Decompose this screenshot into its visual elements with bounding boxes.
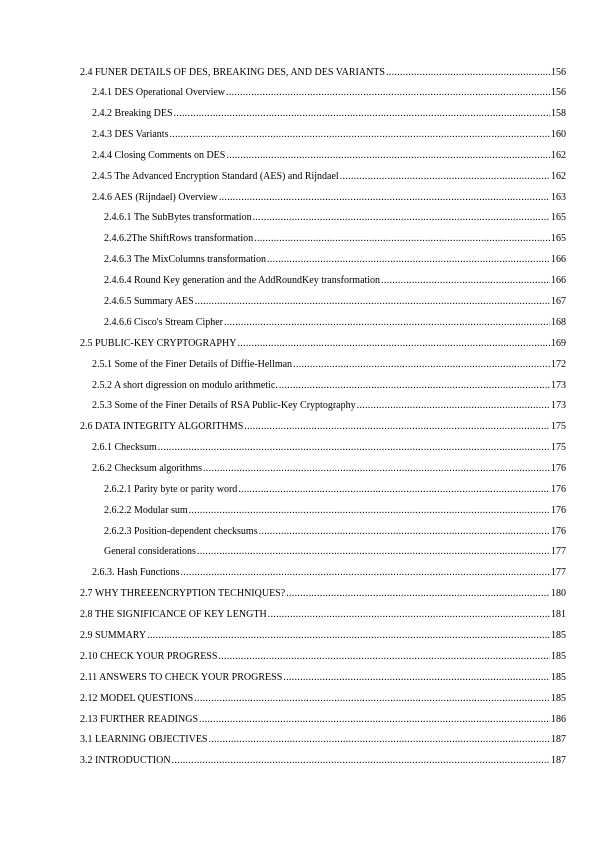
dot-leader bbox=[283, 671, 550, 685]
toc-entry[interactable] bbox=[0, 713, 595, 727]
toc-entry-page: 156 bbox=[551, 67, 566, 78]
toc-entry[interactable] bbox=[0, 128, 595, 142]
toc-entry-title: 2.4.6.3 The MixColumns transformation bbox=[104, 254, 267, 265]
toc-entry[interactable] bbox=[0, 232, 595, 246]
toc-entry-page: 166 bbox=[551, 254, 566, 265]
toc-entry-page: 168 bbox=[551, 317, 566, 328]
dot-leader bbox=[224, 316, 550, 330]
toc-entry[interactable] bbox=[0, 608, 595, 622]
toc-entry-page: 156 bbox=[551, 87, 566, 98]
dot-leader bbox=[238, 483, 550, 497]
dot-leader bbox=[197, 545, 550, 559]
dot-leader bbox=[174, 107, 550, 121]
toc-entry[interactable] bbox=[0, 253, 595, 267]
toc-entry-page: 175 bbox=[551, 421, 566, 432]
dot-leader bbox=[386, 66, 550, 80]
toc-entry[interactable] bbox=[0, 566, 595, 580]
toc-entry-page: 176 bbox=[551, 463, 566, 474]
toc-entry[interactable] bbox=[0, 66, 595, 80]
toc-entry-page: 158 bbox=[551, 108, 566, 119]
toc-entry[interactable] bbox=[0, 107, 595, 121]
toc-entry-page: 181 bbox=[551, 609, 566, 620]
toc-entry[interactable] bbox=[0, 274, 595, 288]
toc-entry-title: 2.4.6.4 Round Key generation and the AddRoundKey transformation bbox=[104, 275, 381, 286]
toc-entry[interactable] bbox=[0, 337, 595, 351]
toc-entry-page: 172 bbox=[551, 359, 566, 370]
toc-entry[interactable] bbox=[0, 295, 595, 309]
toc-entry-title: 2.4.6 AES (Rijndael) Overview bbox=[92, 192, 218, 203]
toc-entry-page: 160 bbox=[551, 129, 566, 140]
toc-entry[interactable] bbox=[0, 462, 595, 476]
toc-entry-page: 162 bbox=[551, 171, 566, 182]
toc-entry[interactable] bbox=[0, 358, 595, 372]
toc-entry-title: 2.12 MODEL QUESTIONS bbox=[80, 693, 194, 704]
dot-leader bbox=[286, 587, 550, 601]
toc-entry[interactable] bbox=[0, 545, 595, 559]
toc-entry-page: 165 bbox=[551, 212, 566, 223]
toc-entry-title: 2.5.3 Some of the Finer Details of RSA Public-Key Cryptography bbox=[92, 400, 356, 411]
dot-leader bbox=[237, 337, 550, 351]
toc-entry[interactable] bbox=[0, 587, 595, 601]
toc-entry[interactable] bbox=[0, 191, 595, 205]
dot-leader bbox=[158, 441, 550, 455]
dot-leader bbox=[169, 128, 550, 142]
toc-entry-title: 2.10 CHECK YOUR PROGRESS bbox=[80, 651, 218, 662]
toc-entry[interactable] bbox=[0, 441, 595, 455]
toc-entry-page: 173 bbox=[551, 400, 566, 411]
toc-entry-page: 185 bbox=[551, 672, 566, 683]
dot-leader bbox=[181, 566, 551, 580]
toc-entry[interactable] bbox=[0, 754, 595, 768]
toc-entry[interactable] bbox=[0, 86, 595, 100]
toc-entry-page: 185 bbox=[551, 651, 566, 662]
toc-entry-page: 176 bbox=[551, 526, 566, 537]
toc-entry-title: 2.11 ANSWERS TO CHECK YOUR PROGRESS bbox=[80, 672, 283, 683]
toc-entry-title: 2.8 THE SIGNIFICANCE OF KEY LENGTH bbox=[80, 609, 267, 620]
toc-entry-title: 2.6.2 Checksum algorithms bbox=[92, 463, 202, 474]
toc-entry-page: 180 bbox=[551, 588, 566, 599]
toc-entry-title: 2.13 FURTHER READINGS bbox=[80, 714, 199, 725]
dot-leader bbox=[226, 149, 550, 163]
toc-entry-title: 2.4.6.1 The SubBytes transformation bbox=[104, 212, 252, 223]
toc-entry[interactable] bbox=[0, 379, 595, 393]
toc-entry-page: 185 bbox=[551, 693, 566, 704]
toc-entry-page: 185 bbox=[551, 630, 566, 641]
dot-leader bbox=[279, 379, 550, 393]
toc-entry-page: 175 bbox=[551, 442, 566, 453]
toc-entry-title: 2.7 WHY THREEENCRYPTION TECHNIQUES? bbox=[80, 588, 286, 599]
toc-entry[interactable] bbox=[0, 692, 595, 706]
dot-leader bbox=[209, 733, 551, 747]
dot-leader bbox=[226, 86, 550, 100]
toc-entry[interactable] bbox=[0, 149, 595, 163]
dot-leader bbox=[268, 608, 550, 622]
dot-leader bbox=[147, 629, 550, 643]
toc-entry-title: 2.6.2.2 Modular sum bbox=[104, 505, 188, 516]
toc-entry-title: 2.6.2.1 Parity byte or parity word bbox=[104, 484, 238, 495]
toc-entry[interactable] bbox=[0, 399, 595, 413]
toc-entry-title: 2.4.1 DES Operational Overview bbox=[92, 87, 226, 98]
toc-entry-title: 2.5.1 Some of the Finer Details of Diffie-Hellman bbox=[92, 359, 293, 370]
toc-entry-page: 176 bbox=[551, 505, 566, 516]
dot-leader bbox=[293, 358, 550, 372]
toc-entry[interactable] bbox=[0, 650, 595, 664]
dot-leader bbox=[218, 650, 550, 664]
toc-entry-page: 166 bbox=[551, 275, 566, 286]
toc-entry[interactable] bbox=[0, 420, 595, 434]
toc-entry[interactable] bbox=[0, 504, 595, 518]
toc-entry[interactable] bbox=[0, 629, 595, 643]
toc-entry-page: 163 bbox=[551, 192, 566, 203]
toc-entry-page: 176 bbox=[551, 484, 566, 495]
toc-entry-title: 2.4.5 The Advanced Encryption Standard (AES) and Rijndael bbox=[92, 171, 339, 182]
toc-entry-title: 2.6.2.3 Position-dependent checksums bbox=[104, 526, 258, 537]
toc-entry-title: 2.5 PUBLIC-KEY CRYPTOGRAPHY bbox=[80, 338, 237, 349]
dot-leader bbox=[381, 274, 550, 288]
dot-leader bbox=[254, 232, 550, 246]
toc-entry-title: 3.2 INTRODUCTION bbox=[80, 755, 171, 766]
toc-entry-title: 2.6 DATA INTEGRITY ALGORITHMS bbox=[80, 421, 244, 432]
toc-entry-title: 2.4.6.2The ShiftRows transformation bbox=[104, 233, 254, 244]
toc-entry-title: 2.9 SUMMARY bbox=[80, 630, 147, 641]
toc-entry-page: 167 bbox=[551, 296, 566, 307]
toc-entry-title: General considerations bbox=[104, 546, 196, 557]
toc-entry-title: 2.4 FUNER DETAILS OF DES, BREAKING DES, AND DES VARIANTS bbox=[80, 67, 385, 78]
toc-entry[interactable] bbox=[0, 525, 595, 539]
toc-entry-title: 2.4.3 DES Variants bbox=[92, 129, 169, 140]
toc-entry-page: 186 bbox=[551, 714, 566, 725]
toc-entry-page: 177 bbox=[551, 546, 566, 557]
dot-leader bbox=[199, 713, 550, 727]
toc-entry-page: 177 bbox=[551, 567, 566, 578]
toc-entry-page: 173 bbox=[551, 380, 566, 391]
toc-entry-title: 2.4.2 Breaking DES bbox=[92, 108, 173, 119]
toc-entry-title: 2.4.4 Closing Comments on DES bbox=[92, 150, 226, 161]
dot-leader bbox=[172, 754, 550, 768]
dot-leader bbox=[267, 253, 550, 267]
dot-leader bbox=[340, 170, 550, 184]
toc-entry-title: 2.4.6.6 Cisco's Stream Cipher bbox=[104, 317, 224, 328]
dot-leader bbox=[194, 692, 550, 706]
toc-entry-title: 2.5.2 A short digression on modulo arithmetic. bbox=[92, 380, 278, 391]
toc-entry-title: 3.1 LEARNING OBJECTIVES bbox=[80, 734, 208, 745]
toc-entry[interactable] bbox=[0, 170, 595, 184]
dot-leader bbox=[259, 525, 550, 539]
toc-entry-page: 169 bbox=[551, 338, 566, 349]
toc-entry-page: 187 bbox=[551, 755, 566, 766]
toc-entry-page: 162 bbox=[551, 150, 566, 161]
toc-entry[interactable] bbox=[0, 211, 595, 225]
toc-entry-title: 2.6.3. Hash Functions bbox=[92, 567, 180, 578]
dot-leader bbox=[203, 462, 550, 476]
toc-entry-title: 2.6.1 Checksum bbox=[92, 442, 157, 453]
toc-entry[interactable] bbox=[0, 671, 595, 685]
dot-leader bbox=[195, 295, 550, 309]
toc-entry-page: 187 bbox=[551, 734, 566, 745]
dot-leader bbox=[244, 420, 550, 434]
dot-leader bbox=[253, 211, 550, 225]
dot-leader bbox=[219, 191, 550, 205]
toc-entry[interactable] bbox=[0, 733, 595, 747]
toc-entry[interactable] bbox=[0, 483, 595, 497]
toc-entry-page: 165 bbox=[551, 233, 566, 244]
dot-leader bbox=[189, 504, 550, 518]
toc-entry-title: 2.4.6.5 Summary AES bbox=[104, 296, 194, 307]
dot-leader bbox=[357, 399, 550, 413]
toc-entry[interactable] bbox=[0, 316, 595, 330]
